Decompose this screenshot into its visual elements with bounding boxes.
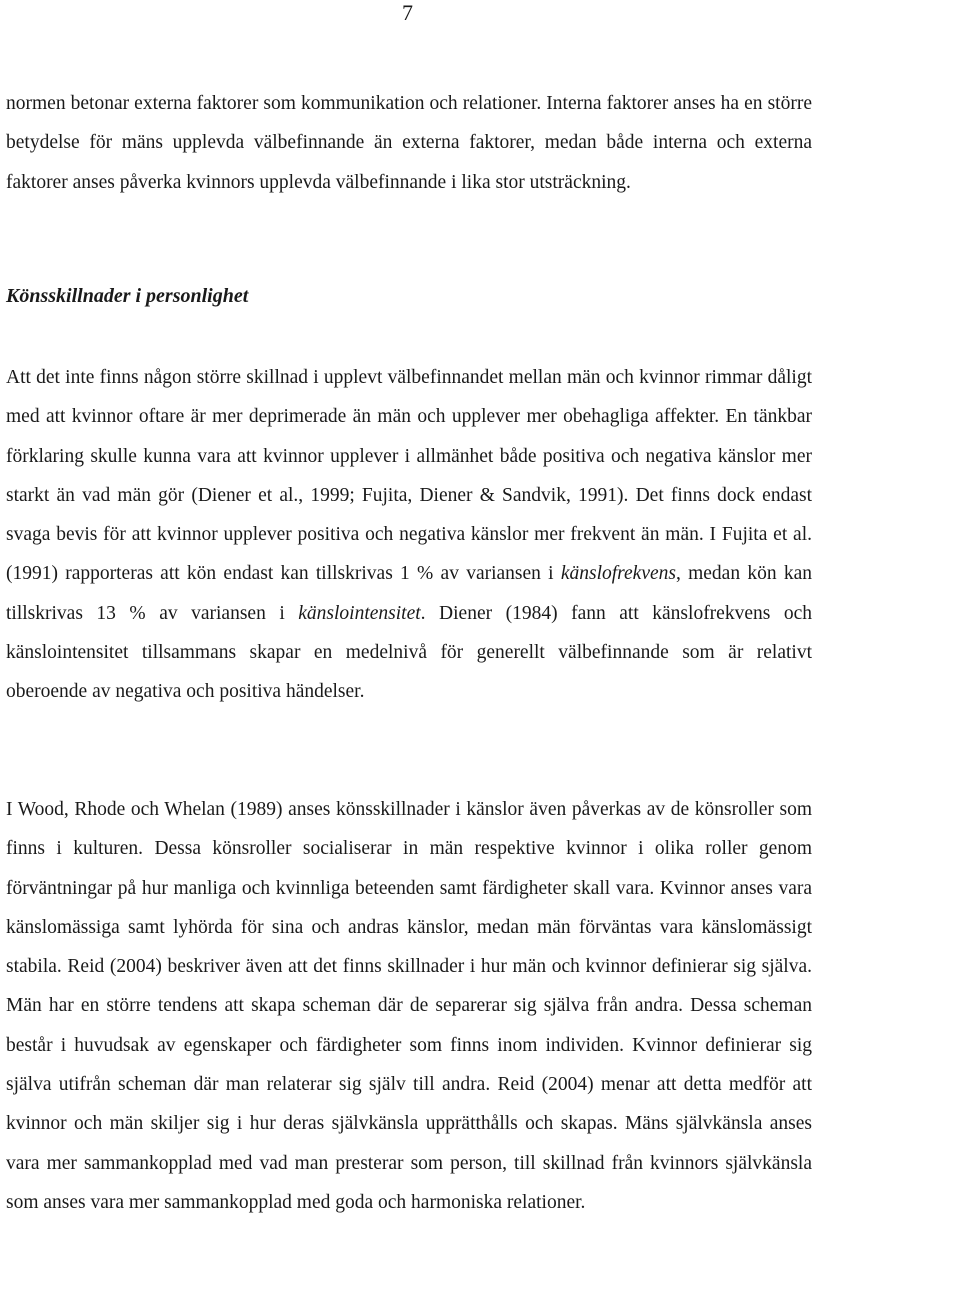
paragraph-personality bbox=[6, 358, 812, 712]
page-number: 7 bbox=[402, 0, 413, 25]
paragraph-text-segment: Att det inte finns någon större skillnad i upplevt välbefinnandet mellan män och kvinnor rimmar dåligt med att kvinnor oftare är mer deprimerade än män och upplever mer obehagliga affekter. En tänkbar förklaring skulle kunna vara att kvinnor upplever i allmänhet både positiva och negativa känslor mer starkt än vad män gör (Diener et al., 1999; Fujita, Diener & Sandvik, 1991). Det finns dock endast svaga bevis för att kvinnor upplever positiva och negativa känslor mer frekvent än män. I Fujita et al. (1991) rapporteras att kön endast kan tillskrivas 1 % av variansen i bbox=[6, 367, 812, 585]
section-heading: Könsskillnader i personlighet bbox=[6, 285, 249, 307]
italic-term: känslointensitet bbox=[298, 602, 421, 624]
paragraph-text-segment: , medan kön kan tillskrivas 13 % av variansen i bbox=[6, 563, 812, 624]
paragraph-intro: normen betonar externa faktorer som kommunikation och relationer. Interna faktorer anses ha en större betydelse för mäns upplevda välbefinnande än externa faktorer, medan både interna och externa faktorer anses påverka kvinnors upplevda välbefinnande i lika stor utsträckning. bbox=[6, 93, 812, 193]
italic-term: känslofrekvens bbox=[560, 563, 676, 585]
paragraph-gender-roles: I Wood, Rhode och Whelan (1989) anses könsskillnader i känslor även påverkas av de könsroller som finns i kulturen. Dessa könsroller socialiserar in män respektive kvinnor i olika roller genom förväntningar på hur manliga och kvinnliga beteenden samt färdigheter skall vara. Kvinnor anses vara känslomässiga samt lyhörda för sina och andras känslor, medan män förväntas vara känslomässigt stabila. Reid (2004) beskriver även att det finns skillnader i hur män och kvinnor definierar sig själva. Män har en större tendens att skapa scheman där de separerar sig själva från andra. Dessa scheman består i huvudsak av egenskaper och färdigheter som finns inom individen. Kvinnor definierar sig själva utifrån scheman där man relaterar sig själv till andra. Reid (2004) menar att detta medför att kvinnor och män skiljer sig i hur deras självkänsla upprätthålls och skapas. Mäns självkänsla anses vara mer sammankopplad med vad man presterar som person, till skillnad från kvinnors självkänsla som anses vara mer sammankopplad med goda och harmoniska relationer. bbox=[6, 799, 812, 1213]
paragraph-text-segment: . Diener (1984) fann att känslofrekvens och känslointensitet tillsammans skapar en medelnivå för generellt välbefinnande som är relativt oberoende av negativa och positiva händelser. bbox=[6, 602, 812, 703]
